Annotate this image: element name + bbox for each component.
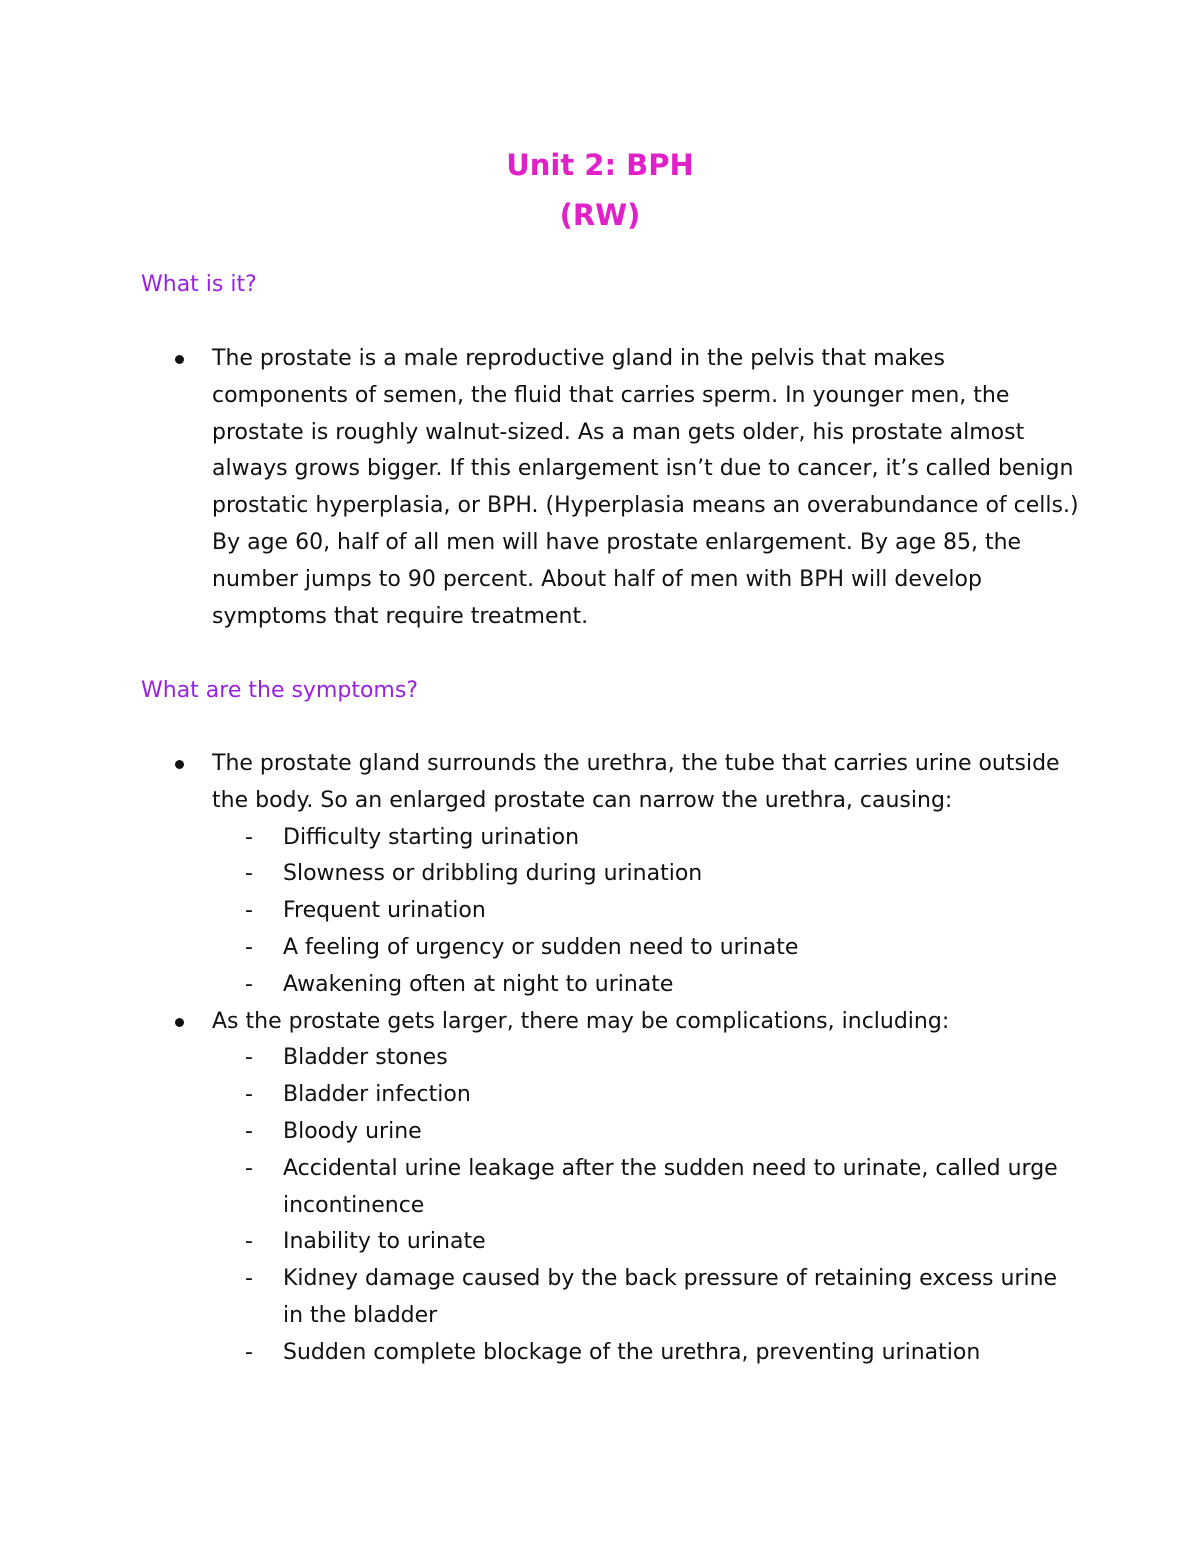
dash-icon: -: [245, 1339, 253, 1365]
sub-item-text: Sudden complete blockage of the urethra, preventing urination: [283, 1339, 981, 1365]
sub-list-item: [212, 1040, 1080, 1077]
sub-list-item: [212, 967, 1080, 1004]
bullet-text: The prostate gland surrounds the urethra, the tube that carries urine outside the body. So an enlarged prostate can narrow the urethra, causing:: [212, 751, 1060, 813]
sub-item-text: Awakening often at night to urinate: [283, 971, 674, 997]
sub-item-text: Bladder stones: [283, 1045, 448, 1071]
dash-icon: -: [245, 1155, 253, 1181]
sub-item-text: Bloody urine: [283, 1118, 422, 1144]
sub-item-text: Inability to urinate: [283, 1229, 486, 1255]
sub-list-item: [212, 1151, 1080, 1225]
dash-icon: -: [245, 824, 253, 850]
bullet-text: The prostate is a male reproductive gland in the pelvis that makes components of semen, the fluid that carries sperm. In younger men, the prostate is roughly walnut-sized. As a man gets older, his prostate almost always grows bigger. If this enlargement isn’t due to cancer, it’s called benign prostatic hyperplasia, or BPH. (Hyperplasia means an overabundance of cells.) By age 60, half of all men will have prostate enlargement. By age 85, the number jumps to 90 percent. About half of men with BPH will develop symptoms that require treatment.: [212, 346, 1079, 629]
section-heading-symptoms: What are the symptoms?: [141, 678, 418, 703]
sub-list-item: [212, 1261, 1080, 1335]
symptom-sub-list: [212, 820, 1080, 1004]
sub-list-item: [212, 930, 1080, 967]
sub-list-item: [212, 1335, 1080, 1372]
sub-list-item: [212, 893, 1080, 930]
title-line-1: Unit 2: BPH: [506, 148, 694, 182]
bullet-dot-icon: [175, 760, 184, 769]
sub-item-text: A feeling of urgency or sudden need to urinate: [283, 934, 799, 960]
sub-list-item: [212, 1114, 1080, 1151]
bullet-text: As the prostate gets larger, there may be complications, including:: [212, 1008, 950, 1034]
section-heading-what-is-it: What is it?: [141, 272, 257, 297]
sub-item-text: Kidney damage caused by the back pressure of retaining excess urine in the bladder: [283, 1266, 1058, 1328]
dash-icon: -: [245, 934, 253, 960]
section-2-bullet-list: [160, 746, 1080, 1372]
sub-item-text: Slowness or dribbling during urination: [283, 861, 703, 887]
sub-list-item: [212, 820, 1080, 857]
sub-list-item: [212, 1224, 1080, 1261]
bullet-dot-icon: [175, 355, 184, 364]
dash-icon: -: [245, 971, 253, 997]
sub-list-item: [212, 1077, 1080, 1114]
bullet-item: [160, 1004, 1080, 1372]
title-line-2: (RW): [559, 198, 641, 232]
document-title: [0, 140, 1200, 240]
dash-icon: -: [245, 1266, 253, 1292]
dash-icon: -: [245, 1045, 253, 1071]
dash-icon: -: [245, 1229, 253, 1255]
bullet-item: [160, 341, 1080, 635]
sub-item-text: Frequent urination: [283, 898, 486, 924]
dash-icon: -: [245, 1082, 253, 1108]
dash-icon: -: [245, 898, 253, 924]
sub-list-item: [212, 856, 1080, 893]
sub-item-text: Bladder infection: [283, 1082, 471, 1108]
bullet-item: [160, 746, 1080, 1004]
sub-item-text: Accidental urine leakage after the sudden need to urinate, called urge incontinence: [283, 1155, 1058, 1218]
dash-icon: -: [245, 861, 253, 887]
bullet-dot-icon: [175, 1018, 184, 1027]
complication-sub-list: [212, 1040, 1080, 1371]
sub-item-text: Difficulty starting urination: [283, 824, 580, 850]
dash-icon: -: [245, 1118, 253, 1144]
section-1-bullet-list: [160, 341, 1080, 635]
